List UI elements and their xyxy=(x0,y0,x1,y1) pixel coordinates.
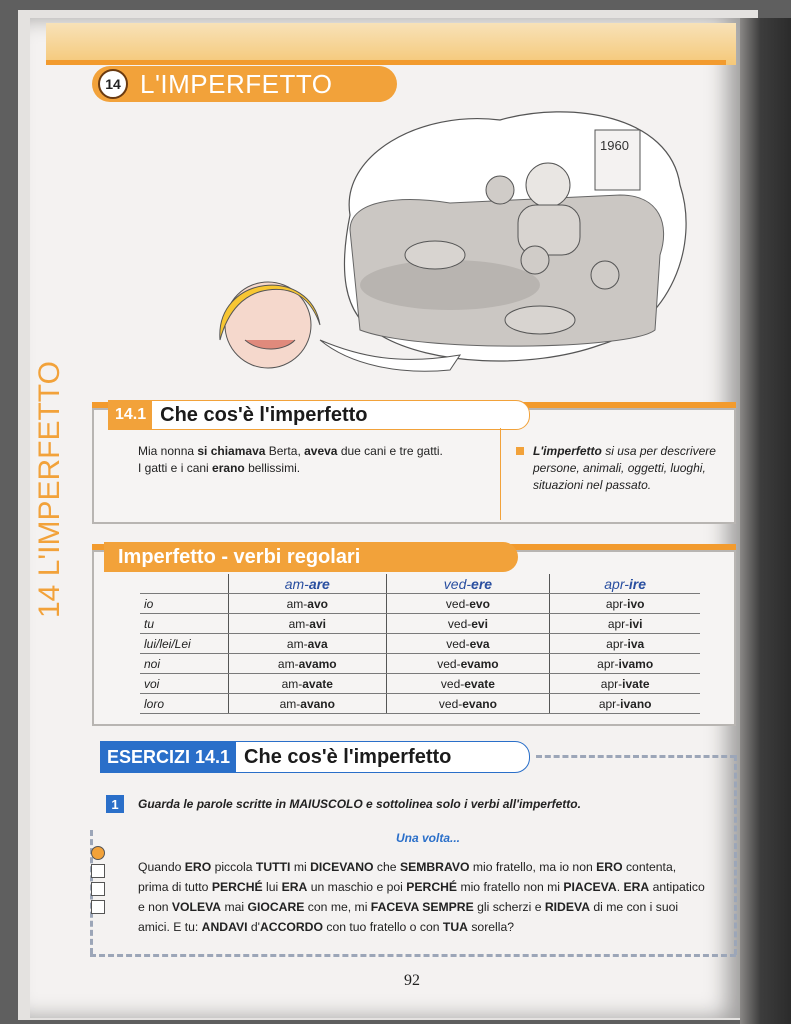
verb-stem: ved- xyxy=(443,575,472,592)
form-ending: evate xyxy=(464,676,495,691)
form-stem: am- xyxy=(286,636,308,651)
exercise-instruction: Guarda le parole scritte in MAIUSCOLO e sottolinea solo i verbi all'imperfetto. xyxy=(138,797,581,811)
conjugated-form xyxy=(550,674,700,694)
exercises-border-right xyxy=(734,755,737,955)
form-ending: evi xyxy=(471,616,488,631)
pronoun: voi xyxy=(140,674,229,694)
text-run: con tuo fratello o con xyxy=(322,920,443,934)
verbs-header: Imperfetto - verbi regolari xyxy=(104,542,518,572)
conjugated-form xyxy=(229,674,387,694)
calendar-year: 1960 xyxy=(600,138,629,153)
page-number: 92 xyxy=(404,972,420,989)
form-ending: ivi xyxy=(629,616,643,631)
checkbox[interactable] xyxy=(91,882,105,896)
chapter-number: 14 xyxy=(98,69,128,99)
capitalized-word[interactable]: RIDEVA xyxy=(544,900,591,914)
conjugated-form xyxy=(550,614,700,634)
checkbox[interactable] xyxy=(91,846,105,860)
text-run: con me, mi xyxy=(304,900,371,914)
capitalized-word[interactable]: ERO xyxy=(184,860,212,874)
exercises-border-top xyxy=(536,755,736,758)
capitalized-word[interactable]: VOLEVA xyxy=(171,900,222,914)
form-stem: apr- xyxy=(600,676,623,691)
text-run: piccola xyxy=(211,860,256,874)
conjugated-form xyxy=(386,594,550,614)
grandma-body xyxy=(518,205,580,255)
capitalized-word[interactable]: ERO xyxy=(596,860,623,874)
form-ending: avo xyxy=(307,596,328,611)
conjugation-table xyxy=(140,574,700,714)
form-ending: ivamo xyxy=(618,656,654,671)
exercises-title: Che cos'è l'imperfetto xyxy=(244,745,452,768)
grandma-head xyxy=(526,163,570,207)
form-ending: ivo xyxy=(627,596,645,611)
form-stem: apr- xyxy=(606,636,628,651)
form-ending: ivate xyxy=(622,676,650,691)
pronoun-column-header xyxy=(140,574,229,594)
form-ending: evano xyxy=(462,696,497,711)
note-term: L'imperfetto xyxy=(533,444,602,458)
chapter-title: L'IMPERFETTO xyxy=(140,68,333,99)
text-run: mio fratello, ma io non xyxy=(469,860,597,874)
conjugated-form xyxy=(229,654,387,674)
text-run: gli scherzi e xyxy=(473,900,545,914)
text-run: mio fratello non mi xyxy=(457,880,564,894)
verb-ending: are xyxy=(308,575,330,592)
conjugated-form xyxy=(550,594,700,614)
text-run: che xyxy=(373,860,400,874)
verb-stem: am- xyxy=(284,575,309,592)
capitalized-word[interactable]: PIACEVA xyxy=(563,880,617,894)
text-run: d' xyxy=(247,920,260,934)
form-stem: ved- xyxy=(447,616,472,631)
form-stem: am- xyxy=(286,596,308,611)
text-run: Mia nonna xyxy=(138,444,198,458)
text-run: lui xyxy=(262,880,282,894)
conjugated-form xyxy=(229,614,387,634)
conjugated-form xyxy=(550,654,700,674)
form-stem: apr- xyxy=(605,596,628,611)
highlighted-verb: aveva xyxy=(304,444,338,458)
dog-2 xyxy=(505,306,575,334)
form-ending: iva xyxy=(627,636,645,651)
exercises-tag: ESERCIZI 14.1 xyxy=(101,742,236,772)
form-stem: apr- xyxy=(607,616,630,631)
highlighted-verb: erano xyxy=(212,461,245,475)
table-header-row xyxy=(140,574,700,594)
conjugated-form xyxy=(550,694,700,714)
definition-note xyxy=(533,443,718,494)
text-run: I gatti e i cani xyxy=(138,461,213,475)
conjugated-form xyxy=(386,614,550,634)
text-run: bellissimi. xyxy=(244,461,301,475)
cat-1 xyxy=(486,176,514,204)
text-run: mi xyxy=(290,860,311,874)
form-stem: ved- xyxy=(445,596,470,611)
exercise-number: 1 xyxy=(106,795,124,813)
text-run: . xyxy=(616,880,624,894)
form-stem: am- xyxy=(281,676,303,691)
table-row xyxy=(140,614,700,634)
capitalized-word[interactable]: TUA xyxy=(442,920,468,934)
capitalized-word[interactable]: ANDAVI xyxy=(201,920,248,934)
story-text xyxy=(138,857,708,937)
form-ending: evamo xyxy=(460,656,499,671)
verb-ending: ire xyxy=(628,575,647,592)
capitalized-word[interactable]: ERA xyxy=(281,880,308,894)
form-ending: evo xyxy=(469,596,490,611)
capitalized-word[interactable]: TUTTI xyxy=(255,860,291,874)
conjugated-form xyxy=(386,654,550,674)
exercises-header xyxy=(100,741,530,773)
progress-checkboxes xyxy=(91,846,107,918)
capitalized-word[interactable]: PERCHÉ xyxy=(406,880,458,894)
highlighted-verb: si chiamava xyxy=(197,444,266,458)
pronoun: lui/lei/Lei xyxy=(140,634,229,654)
side-chapter-label: 14 L'IMPERFETTO xyxy=(33,361,66,619)
form-stem: apr- xyxy=(597,656,619,671)
checkbox[interactable] xyxy=(91,900,105,914)
capitalized-word[interactable]: SEMBRAVO xyxy=(399,860,470,874)
table-row xyxy=(140,674,700,694)
text-run: un maschio e poi xyxy=(307,880,407,894)
text-run: mai xyxy=(221,900,248,914)
note-bullet xyxy=(516,447,524,455)
example-sentences xyxy=(138,443,488,477)
note-text: si usa per descrivere persone, animali, oggetti, luoghi, situazioni nel passato. xyxy=(533,444,716,492)
capitalized-word[interactable]: FACEVA SEMPRE xyxy=(370,900,474,914)
conjugated-form xyxy=(386,634,550,654)
form-stem: am- xyxy=(277,656,299,671)
capitalized-word[interactable]: ACCORDO xyxy=(260,920,323,934)
table-row xyxy=(140,634,700,654)
conjugated-form xyxy=(550,634,700,654)
table-row xyxy=(140,594,700,614)
top-rule xyxy=(46,60,726,65)
illustration xyxy=(200,95,700,385)
column-header xyxy=(229,574,387,594)
form-ending: avano xyxy=(300,696,335,711)
form-stem: ved- xyxy=(437,656,461,671)
form-ending: avamo xyxy=(298,656,337,671)
column-header xyxy=(550,574,700,594)
conjugated-form xyxy=(229,634,387,654)
verb-ending: ere xyxy=(471,575,493,592)
checkbox[interactable] xyxy=(91,864,105,878)
text-run: Quando xyxy=(138,860,185,874)
conjugated-form xyxy=(386,674,550,694)
capitalized-word[interactable]: ERA xyxy=(623,880,650,894)
top-band xyxy=(46,23,736,65)
column-header xyxy=(386,574,550,594)
book-gutter-shadow xyxy=(740,18,791,1024)
section-header xyxy=(108,400,530,430)
text-run: contenta, prima di tutto xyxy=(138,860,677,894)
verb-stem: apr- xyxy=(604,575,629,592)
cat-2 xyxy=(521,246,549,274)
pronoun: noi xyxy=(140,654,229,674)
section-divider xyxy=(500,428,501,520)
text-run: due cani e tre gatti. xyxy=(337,444,443,458)
form-ending: ivano xyxy=(620,696,652,711)
text-run: antipatico e non xyxy=(138,880,705,914)
pronoun: loro xyxy=(140,694,229,714)
cat-3 xyxy=(591,261,619,289)
pronoun: tu xyxy=(140,614,229,634)
table-row xyxy=(140,654,700,674)
form-stem: apr- xyxy=(598,696,621,711)
form-ending: avi xyxy=(309,616,326,631)
form-stem: ved- xyxy=(440,676,465,691)
pronoun: io xyxy=(140,594,229,614)
section-number: 14.1 xyxy=(109,401,152,429)
form-ending: eva xyxy=(469,636,490,651)
form-ending: ava xyxy=(307,636,328,651)
capitalized-word[interactable]: PERCHÉ xyxy=(211,880,263,894)
text-run: sorella? xyxy=(467,920,515,934)
capitalized-word[interactable]: DICEVANO xyxy=(310,860,374,874)
form-stem: ved- xyxy=(438,696,463,711)
form-ending: avate xyxy=(302,676,333,691)
form-stem: am- xyxy=(288,616,310,631)
story-title: Una volta... xyxy=(396,831,461,845)
example-line xyxy=(138,443,488,460)
capitalized-word[interactable]: GIOCARE xyxy=(247,900,305,914)
exercises-border-bottom xyxy=(90,954,736,957)
example-line xyxy=(138,460,488,477)
table-row xyxy=(140,694,700,714)
section-title: Che cos'è l'imperfetto xyxy=(160,403,368,426)
text-run: Berta, xyxy=(265,444,305,458)
dog-1 xyxy=(405,241,465,269)
conjugated-form xyxy=(386,694,550,714)
text-run: di me con i suoi amici. E tu: xyxy=(138,900,679,934)
form-stem: ved- xyxy=(446,636,470,651)
conjugated-form xyxy=(229,694,387,714)
form-stem: am- xyxy=(279,696,301,711)
conjugated-form xyxy=(229,594,387,614)
